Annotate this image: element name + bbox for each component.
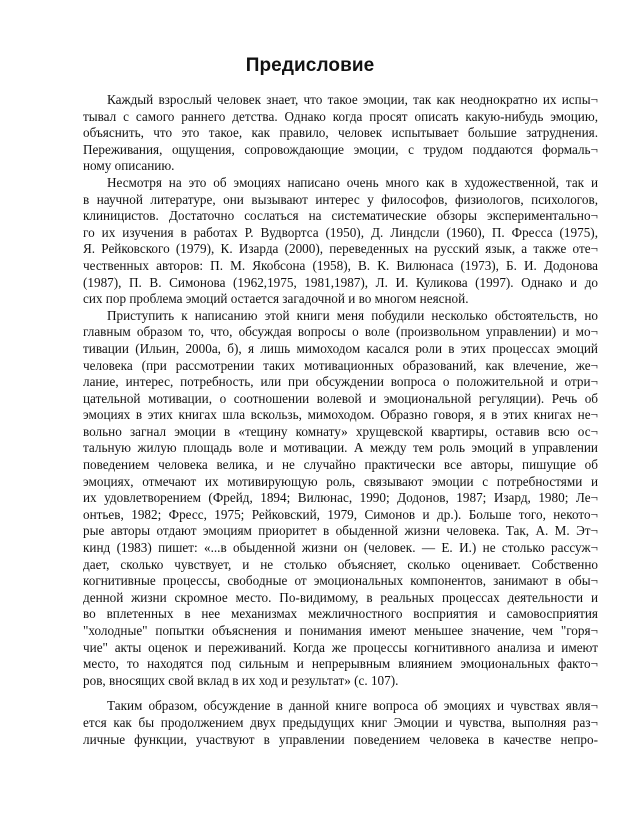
text-line: человека (при рассмотрении таких мотивационных образований, как влечение, же¬ xyxy=(83,357,598,373)
text-line: в научной литературе, они вызывают интерес у философов, физиологов, психологов, xyxy=(83,191,598,207)
text-line: цательной мотивации, о соотношении волевой и эмоциональной регуляции). Речь об xyxy=(83,390,598,406)
body-text xyxy=(0,92,620,748)
text-line: поведением человека велика, и не случайно практически все авторы, пишущие об xyxy=(83,457,598,473)
page-title: Предисловие xyxy=(245,55,375,76)
text-line: эмоциях, отмечают их мотивирующую роль, связывают эмоции с потребностями и xyxy=(83,473,598,489)
text-line: ется как бы продолжением двух предыдущих книг Эмоции и чувства, выполняя раз¬ xyxy=(83,714,598,730)
text-line: сих пор проблема эмоций остается загадочной и во многом неясной. xyxy=(83,291,469,307)
text-line: когнитивные процессы, свободные от эмоциональных компонентов, занимают в обы¬ xyxy=(83,573,598,589)
text-line: во вплетенных в нее механизмах межличностного восприятия и самовосприятия xyxy=(83,606,598,622)
text-line: дает, сколько чувствует, и не столько объясняет, сколько оценивает. Собственно xyxy=(83,556,598,572)
paragraph-gap xyxy=(0,689,620,698)
paragraph xyxy=(0,698,620,748)
text-line: место, то находятся под сильным и непрерывным влиянием эмоциональных факто¬ xyxy=(83,656,598,672)
text-line: лание, интерес, потребность, или при обсуждении вопроса о положительной и отри¬ xyxy=(83,374,598,390)
text-line: денной жизни скромное место. По-видимому, в реальных процессах деятельности и xyxy=(83,589,598,605)
text-line: тальную жилую площадь воле и мотивации. А между тем роль эмоций в управлении xyxy=(83,440,598,456)
text-line: кинд (1983) пишет: «...в обыденной жизни он (человек. — Е. И.) не столько рассуж¬ xyxy=(83,540,598,556)
paragraph xyxy=(0,92,620,175)
text-line: го их изучения в работах Р. Вудвортса (1950), Д. Линдсли (1960), П. Фресса (1975), xyxy=(83,224,598,240)
text-line: (1987), П. В. Симонова (1962,1975, 1981,1987), Л. И. Куликова (1997). Однако и до xyxy=(83,274,598,290)
paragraph xyxy=(0,308,620,690)
text-line: эмоциях в этих книгах шла вскользь, мимоходом. Образно говоря, я в этих книгах не¬ xyxy=(83,407,598,423)
text-line: вольно загнал эмоции в «тещину комнату» хрущевской квартиры, оставив всю ос¬ xyxy=(83,423,598,439)
text-line: Несмотря на это об эмоциях написано очень много как в художественной, так и xyxy=(107,174,598,190)
text-line: ному описанию. xyxy=(83,158,175,174)
text-line: Переживания, ощущения, сопровождающие эмоции, с трудом поддаются формаль¬ xyxy=(83,141,598,157)
text-line: рые авторы отдают эмоциям приоритет в обыденной жизни человека. Так, А. М. Эт¬ xyxy=(83,523,598,539)
paragraph xyxy=(0,175,620,308)
text-line: Приступить к написанию этой книги меня побудили несколько обстоятельств, но xyxy=(107,307,598,323)
text-line: ров, вносящих свой вклад в их ход и результат» (с. 107). xyxy=(83,672,399,688)
text-line: Я. Рейковского (1979), К. Изарда (2000), переведенных на русский язык, а также оте¬ xyxy=(83,241,598,257)
text-line: их удовлетворением (Фрейд, 1894; Вилюнас, 1990; Додонов, 1987; Изард, 1980; Ле¬ xyxy=(83,490,598,506)
text-line: онтьев, 1982; Фресс, 1975; Рейковский, 1979, Симонов и др.). Больше того, некото¬ xyxy=(83,506,598,522)
text-line: "холодные" попытки объяснения и понимания имеют меньшее значение, чем "горя¬ xyxy=(83,623,598,638)
text-line: объяснить, что это такое, как правило, человек испытывает большие затруднения. xyxy=(83,125,598,141)
text-line: личные функции, участвуют в управлении поведением человека в качестве непро- xyxy=(83,731,598,747)
text-line: главным образом то, что, обсуждая вопросы о воле (произвольном управлении) и мо¬ xyxy=(83,324,598,340)
text-line: тивации (Ильин, 2000а, б), я лишь мимоходом касался роли в этих процессах эмоций xyxy=(83,340,598,356)
text-line: тывал с самого раннего детства. Однако когда просят описать какую-нибудь эмоцию, xyxy=(83,108,598,124)
text-line: чие" акты оценок и переживаний. Когда же процессы когнитивного анализа и имеют xyxy=(83,639,598,655)
text-line: чественных авторов: П. М. Якобсона (1958), В. К. Вилюнаса (1973), Б. И. Додонова xyxy=(83,257,598,273)
text-line: Таким образом, обсуждение в данной книге вопроса об эмоциях и чувствах явля¬ xyxy=(107,698,598,714)
text-line: клиницистов. Достаточно сослаться на систематические обзоры экспериментально¬ xyxy=(83,208,598,224)
text-line: Каждый взрослый человек знает, что такое эмоции, так как неоднократно их испы¬ xyxy=(107,92,598,107)
